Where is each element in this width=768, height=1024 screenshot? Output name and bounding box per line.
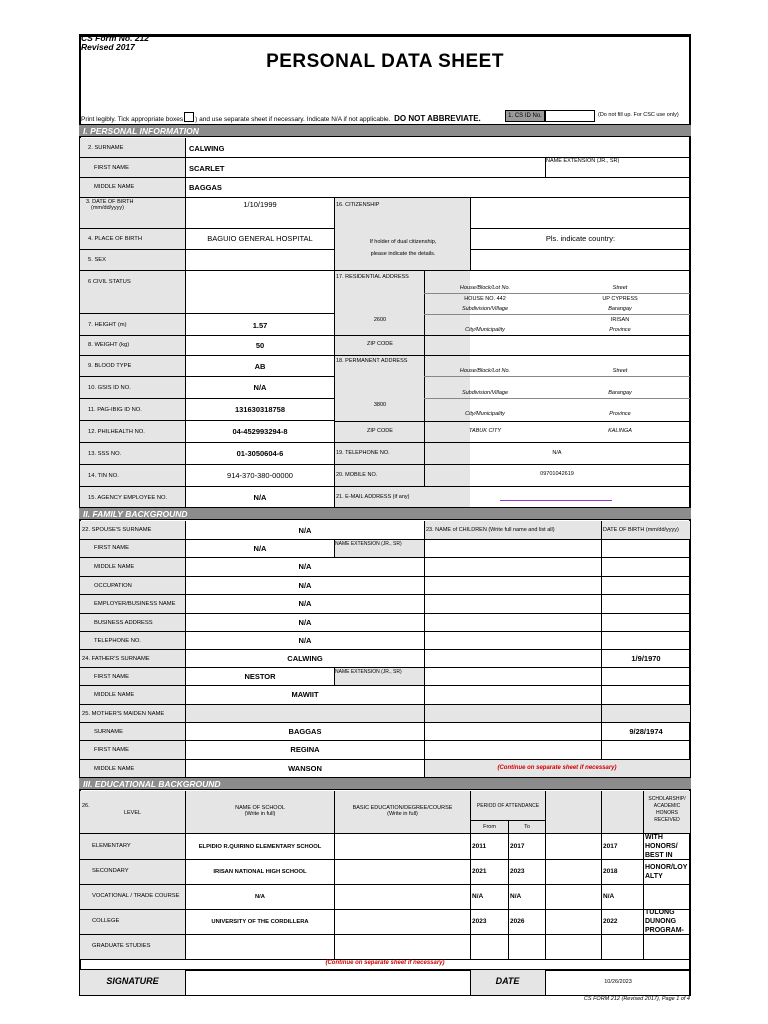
perm-zip-value[interactable]: 3800	[373, 402, 387, 408]
citizenship-label: 16. CITIZENSHIP	[336, 202, 380, 208]
dual-citizenship-note	[336, 236, 470, 260]
res-house-caption: House/Block/Lot No.	[459, 285, 511, 291]
occupation-value[interactable]: N/A	[298, 581, 312, 590]
father-first-value[interactable]: NESTOR	[244, 672, 276, 681]
perm-city-value[interactable]: TABUK CITY	[469, 428, 501, 434]
children-dob-label: DATE OF BIRTH (mm/dd/yyyy)	[603, 527, 679, 533]
grid-line	[424, 376, 690, 377]
res-barangay-value[interactable]: IRISAN	[610, 317, 630, 323]
perm-house-caption: House/Block/Lot No.	[459, 368, 511, 374]
dob-label-text: 3. DATE OF BIRTH	[86, 199, 134, 205]
section-family-background: II. FAMILY BACKGROUND	[79, 507, 691, 520]
page-footer: CS FORM 212 (Revised 2017), Page 1 of 4	[583, 996, 690, 1002]
education-level-label: ELEMENTARY	[92, 843, 131, 849]
grid-line	[334, 421, 690, 422]
middle-name-value[interactable]: BAGGAS	[189, 182, 222, 192]
grid-line	[80, 228, 334, 229]
surname-label: 2. SURNAME	[88, 145, 124, 151]
education-num: 26.	[82, 803, 90, 809]
sss-value[interactable]: 01-3050604-6	[236, 448, 284, 458]
instructions	[81, 112, 481, 123]
dual-note-1: If holder of dual citizenship,	[369, 239, 437, 245]
telephone-label: 19. TELEPHONE NO.	[336, 450, 390, 456]
education-honors-value[interactable]: HONOR/LOY ALTY	[645, 863, 688, 880]
education-year-value[interactable]: 2022	[603, 918, 618, 925]
course-header	[335, 805, 470, 817]
sex-label: 5. SEX	[88, 257, 107, 263]
section-personal-information: I. PERSONAL INFORMATION	[79, 124, 691, 137]
mobile-label: 20. MOBILE NO.	[336, 472, 378, 478]
school-header	[186, 805, 334, 817]
pob-label: 4. PLACE OF BIRTH	[88, 236, 143, 242]
father-first-label: FIRST NAME	[94, 673, 129, 680]
father-surname-label: 24. FATHER'S SURNAME	[82, 655, 150, 662]
mother-header-row	[185, 704, 690, 722]
perm-street-caption: Street	[612, 368, 628, 374]
grid-line	[80, 442, 690, 443]
education-year-value[interactable]: N/A	[603, 893, 615, 900]
grid-line	[470, 820, 545, 821]
education-school-value[interactable]: UNIVERSITY OF THE CORDILLERA	[211, 918, 309, 925]
spouse-name-ext-label: NAME EXTENSION (JR., SR)	[335, 541, 402, 547]
spouse-surname-value[interactable]: N/A	[298, 525, 312, 535]
education-from-value[interactable]: N/A	[472, 893, 484, 900]
mother-maiden-label: 25. MOTHER'S MAIDEN NAME	[82, 710, 165, 717]
education-from-value[interactable]: 2023	[472, 918, 487, 925]
grid-line	[424, 314, 690, 315]
father-dob-value[interactable]: 1/9/1970	[631, 654, 661, 663]
grid-line	[424, 293, 690, 294]
education-school-value[interactable]: IRISAN NATIONAL HIGH SCHOOL	[213, 868, 307, 875]
civil-status-label: 6 CIVIL STATUS	[88, 279, 131, 285]
education-to-value[interactable]: N/A	[510, 893, 522, 900]
philhealth-label: 12. PHILHEALTH NO.	[88, 428, 145, 435]
tick-box-icon	[184, 112, 194, 122]
philhealth-value[interactable]: 04-452993294-8	[232, 426, 288, 436]
grid-line	[424, 398, 690, 399]
cs-id-note: (Do not fill up. For CSC use only)	[598, 112, 679, 118]
grid-line	[80, 398, 334, 399]
from-header: From	[483, 824, 496, 830]
section-educational-background: III. EDUCATIONAL BACKGROUND	[79, 777, 691, 790]
education-from-value[interactable]: 2021	[472, 868, 487, 875]
father-surname-value[interactable]: CALWING	[287, 654, 323, 663]
dob-value[interactable]: 1/10/1999	[243, 200, 277, 209]
school-header-sub: (Write in full)	[244, 811, 276, 817]
weight-label: 8. WEIGHT (kg)	[88, 342, 130, 348]
school-header-text: NAME OF SCHOOL	[235, 805, 285, 811]
res-province-caption: Province	[609, 327, 631, 333]
employer-label: EMPLOYER/BUSINESS NAME	[94, 600, 176, 607]
course-header-text: BASIC EDUCATION/DEGREE/COURSE	[352, 805, 453, 811]
education-to-value[interactable]: 2023	[510, 868, 525, 875]
perm-province-value[interactable]: KALINGA	[608, 428, 632, 434]
name-extension-label: NAME EXTENSION (JR., SR)	[546, 158, 620, 164]
spouse-middle-label: MIDDLE NAME	[94, 563, 135, 570]
agency-employee-value[interactable]: N/A	[253, 492, 267, 502]
grid-line	[80, 197, 690, 198]
email-field[interactable]	[500, 500, 612, 501]
perm-subdivision-caption: Subdivision/Village	[461, 390, 509, 396]
gsis-label: 10. GSIS ID NO.	[88, 384, 131, 391]
instructions-c: DO NOT ABBREVIATE.	[394, 114, 481, 123]
business-address-label: BUSINESS ADDRESS	[94, 619, 153, 626]
education-course-value[interactable]	[335, 859, 470, 884]
education-honors-value[interactable]	[644, 934, 690, 959]
signature-field[interactable]	[186, 971, 470, 994]
spouse-middle-value[interactable]: N/A	[298, 562, 312, 571]
res-zip-label: ZIP CODE	[367, 341, 393, 347]
occupation-label: OCCUPATION	[94, 582, 132, 589]
level-header: LEVEL	[123, 810, 142, 816]
mother-first-label: FIRST NAME	[94, 746, 129, 753]
employer-value[interactable]: N/A	[298, 599, 312, 608]
grid-line	[80, 486, 690, 487]
mobile-value[interactable]: 09701042619	[540, 471, 574, 477]
revised-text: Revised 2017	[81, 42, 135, 52]
children-label: 23. NAME of CHILDREN (Write full name and list all)	[426, 527, 555, 533]
pagibig-value[interactable]: 131630318758	[234, 404, 286, 414]
education-level-label: COLLEGE	[92, 918, 120, 924]
height-label: 7. HEIGHT (m)	[88, 322, 127, 328]
education-school-value[interactable]: N/A	[255, 893, 265, 900]
grid-line	[80, 249, 334, 250]
mother-middle-value[interactable]: WANSON	[288, 764, 322, 773]
scholarship-header: SCHOLARSHIP/ ACADEMIC HONORS RECEIVED	[648, 796, 686, 823]
page-title: PERSONAL DATA SHEET	[266, 51, 504, 72]
education-course-value[interactable]	[335, 934, 470, 959]
education-year-value[interactable]	[602, 934, 643, 959]
residential-address-label: 17. RESIDENTIAL ADDRESS	[336, 274, 409, 280]
education-year-value[interactable]: 2018	[603, 868, 618, 875]
sss-label: 13. SSS NO.	[88, 450, 122, 457]
surname-value[interactable]: CALWING	[189, 143, 225, 153]
weight-value[interactable]: 50	[255, 340, 265, 350]
gsis-value[interactable]: N/A	[253, 382, 267, 392]
grid-line	[80, 355, 690, 356]
email-label: 21. E-MAIL ADDRESS (if any)	[336, 494, 410, 500]
grid-line	[470, 228, 690, 229]
education-level-label: GRADUATE STUDIES	[92, 943, 151, 949]
education-to-value[interactable]: 2026	[510, 918, 525, 925]
blood-type-label: 9. BLOOD TYPE	[88, 363, 132, 369]
cs-id-field[interactable]	[545, 110, 595, 122]
father-middle-label: MIDDLE NAME	[94, 691, 135, 698]
blood-type-value[interactable]: AB	[254, 361, 266, 371]
telephone-value[interactable]: N/A	[552, 450, 562, 456]
education-school-value[interactable]	[186, 934, 334, 959]
spouse-first-label: FIRST NAME	[94, 545, 129, 551]
form-no-text: CS Form No. 212	[81, 33, 150, 43]
mother-surname-label: SURNAME	[94, 728, 123, 735]
instructions-b: ) and use separate sheet if necessary. Indicate N/A if not applicable.	[195, 116, 391, 123]
education-honors-value[interactable]: TULONG DUNONG PROGRAM-	[645, 909, 684, 934]
father-middle-value[interactable]: MAWIIT	[291, 690, 319, 699]
mother-first-value[interactable]: REGINA	[290, 745, 320, 754]
date-value[interactable]: 10/26/2023	[604, 979, 632, 985]
grid-line	[334, 335, 690, 336]
course-header-sub: (Write in full)	[387, 811, 418, 817]
grid-line	[80, 313, 334, 314]
education-from-value[interactable]: 2011	[472, 843, 487, 850]
agency-employee-label: 15. AGENCY EMPLOYEE NO.	[88, 494, 168, 501]
perm-zip-label: ZIP CODE	[367, 428, 393, 434]
spouse-telephone-label: TELEPHONE NO.	[94, 637, 142, 644]
mother-surname-value[interactable]: BAGGAS	[288, 727, 322, 736]
grid-line	[470, 249, 690, 250]
tin-value[interactable]: 914-370-380-00000	[227, 471, 293, 480]
business-address-value[interactable]: N/A	[298, 618, 312, 627]
res-house-value[interactable]: HOUSE NO. 442	[464, 296, 506, 302]
height-value[interactable]: 1.57	[252, 320, 268, 330]
pagibig-label: 11. PAG-IBIG ID NO.	[88, 406, 142, 413]
education-course-value[interactable]	[335, 884, 470, 909]
grid-line	[80, 270, 690, 271]
first-name-label: FIRST NAME	[94, 164, 129, 171]
grid-line	[80, 420, 334, 421]
education-continue-note: (Continue on separate sheet if necessary)	[325, 960, 445, 966]
dob-label	[86, 199, 183, 211]
perm-barangay-caption: Barangay	[608, 390, 632, 396]
education-level-label: VOCATIONAL / TRADE COURSE	[92, 893, 180, 899]
period-header: PERIOD OF ATTENDANCE	[476, 803, 540, 809]
to-header: To	[524, 824, 530, 830]
pob-value[interactable]: BAGUIO GENERAL HOSPITAL	[207, 234, 313, 243]
education-level-label: SECONDARY	[92, 868, 129, 874]
grid-line	[80, 464, 690, 465]
spouse-first-value[interactable]: N/A	[253, 543, 267, 553]
perm-province-caption: Province	[609, 411, 631, 417]
education-honors-value[interactable]	[644, 884, 690, 909]
father-name-ext-label: NAME EXTENSION (JR., SR)	[335, 669, 402, 675]
country-note: Pls. indicate country:	[545, 234, 616, 243]
education-to-value[interactable]	[509, 934, 545, 959]
education-course-value[interactable]	[335, 909, 470, 934]
res-city-caption: City/Municipality	[465, 327, 505, 333]
date-label: DATE	[495, 976, 520, 986]
cs-id-label: 1. CS ID No.	[505, 110, 545, 122]
mother-dob-value[interactable]: 9/28/1974	[629, 727, 663, 736]
res-street-value[interactable]: UP CYPRESS	[602, 296, 638, 302]
first-name-value[interactable]: SCARLET	[189, 164, 225, 173]
grid-line	[80, 376, 334, 377]
form-number	[81, 34, 149, 52]
dual-note-2: please indicate the details.	[370, 251, 436, 257]
education-to-value[interactable]: 2017	[510, 843, 525, 850]
res-zip-value[interactable]: 2600	[373, 317, 387, 323]
res-street-caption: Street	[612, 285, 628, 291]
res-subdivision-caption: Subdivision/Village	[461, 306, 509, 312]
family-continue-note: (Continue on separate sheet if necessary)	[497, 765, 617, 771]
dob-sub: (mm/dd/yyyy)	[91, 205, 124, 211]
spouse-telephone-value[interactable]: N/A	[298, 636, 312, 645]
permanent-address-label: 18. PERMANENT ADDRESS	[336, 358, 408, 364]
signature-label: SIGNATURE	[106, 976, 159, 986]
spouse-surname-label: 22. SPOUSE'S SURNAME	[82, 527, 152, 533]
grid-line	[334, 197, 335, 508]
perm-city-caption: City/Municipality	[465, 411, 505, 417]
education-school-value[interactable]: ELPIDIO R.QUIRINO ELEMENTARY SCHOOL	[198, 843, 322, 850]
tin-label: 14. TIN NO.	[88, 472, 119, 479]
mother-middle-label: MIDDLE NAME	[94, 765, 135, 772]
education-honors-value[interactable]: WITH HONORS/ BEST IN	[645, 834, 678, 859]
education-year-value[interactable]: 2017	[603, 843, 618, 850]
education-course-value[interactable]	[335, 834, 470, 859]
res-barangay-caption: Barangay	[608, 306, 632, 312]
instructions-a: Print legibly. Tick appropriate boxes	[81, 116, 184, 123]
education-from-value[interactable]	[471, 934, 508, 959]
middle-name-label: MIDDLE NAME	[94, 184, 135, 190]
